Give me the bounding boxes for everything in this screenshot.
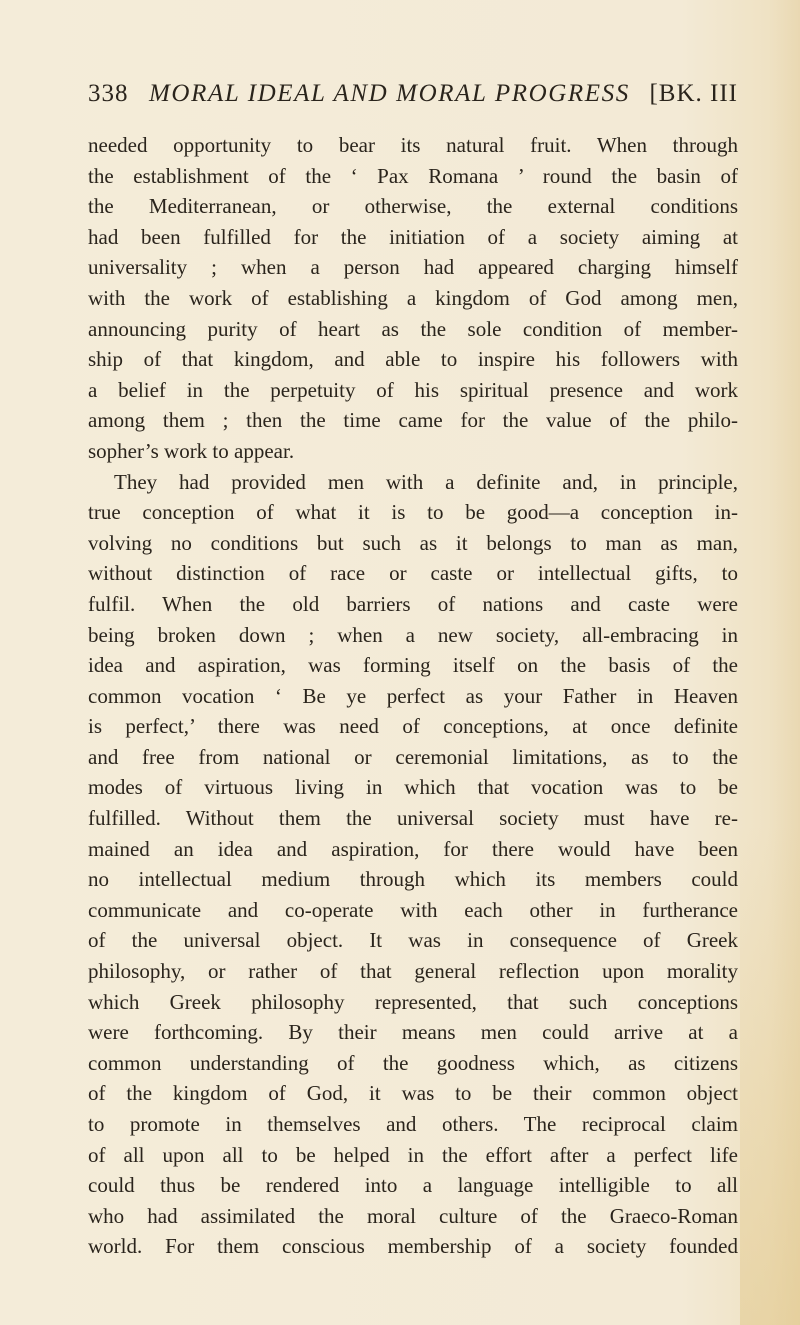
text-line: common vocation ‘ Be ye perfect as your Father in Heaven	[88, 683, 738, 708]
text-line: common understanding of the goodness which, as citizens	[88, 1050, 738, 1075]
text-line: no intellectual medium through which its members could	[88, 867, 738, 892]
text-line: with the work of establishing a kingdom of God among men,	[88, 285, 738, 310]
text-line: communicate and co-operate with each other in furtherance	[88, 897, 738, 922]
text-line: among them ; then the time came for the value of the philo-	[88, 408, 738, 433]
text-line: which Greek philosophy represented, that such conceptions	[88, 989, 738, 1014]
text-line: announcing purity of heart as the sole condition of member-	[88, 316, 738, 341]
text-line: fulfil. When the old barriers of nations and caste were	[88, 591, 738, 616]
book-reference: [BK. III	[649, 80, 738, 107]
text-line: sopher’s work to appear.	[88, 438, 295, 463]
page-number: 338	[88, 80, 129, 107]
page-edge-shading	[740, 825, 800, 1325]
text-line: the establishment of the ‘ Pax Romana ’ round the basin of	[88, 163, 738, 188]
text-line: is perfect,’ there was need of conceptions, at once definite	[88, 714, 738, 739]
text-line: of the universal object. It was in consequence of Greek	[88, 928, 738, 953]
text-line: and free from national or ceremonial limitations, as to the	[88, 744, 738, 769]
text-line: true conception of what it is to be good—a conception in-	[88, 500, 738, 525]
text-line: ship of that kingdom, and able to inspire his followers with	[88, 347, 738, 372]
text-line: had been fulfilled for the initiation of a society aiming at	[88, 224, 738, 249]
text-line: could thus be rendered into a language intelligible to all	[88, 1173, 738, 1198]
text-line: volving no conditions but such as it belongs to man as man,	[88, 530, 738, 555]
text-line: the Mediterranean, or otherwise, the external conditions	[88, 194, 738, 219]
text-line: of the kingdom of God, it was to be their common object	[88, 1081, 738, 1106]
text-line: who had assimilated the moral culture of the Graeco-Roman	[88, 1203, 738, 1228]
text-line: were forthcoming. By their means men could arrive at a	[88, 1020, 738, 1045]
running-title: MORAL IDEAL AND MORAL PROGRESS	[149, 80, 630, 107]
text-line: a belief in the perpetuity of his spiritual presence and work	[88, 377, 738, 402]
text-line: philosophy, or rather of that general reflection upon morality	[88, 959, 738, 984]
text-line: needed opportunity to bear its natural fruit. When through	[88, 133, 738, 157]
text-line: world. For them conscious membership of a society founded	[88, 1234, 738, 1259]
running-header	[88, 80, 738, 116]
body-text	[88, 130, 738, 1262]
text-line: modes of virtuous living in which that vocation was to be	[88, 775, 738, 800]
text-line: universality ; when a person had appeared charging himself	[88, 255, 738, 280]
text-line: They had provided men with a definite and, in principle,	[114, 469, 738, 494]
text-line: of all upon all to be helped in the effort after a perfect life	[88, 1142, 738, 1167]
text-line: fulfilled. Without them the universal society must have re-	[88, 806, 738, 831]
text-line: idea and aspiration, was forming itself on the basis of the	[88, 653, 738, 678]
text-line: being broken down ; when a new society, all-embracing in	[88, 622, 738, 647]
text-line: to promote in themselves and others. The reciprocal claim	[88, 1112, 738, 1136]
text-line: without distinction of race or caste or intellectual gifts, to	[88, 561, 738, 586]
text-line: mained an idea and aspiration, for there would have been	[88, 836, 738, 861]
